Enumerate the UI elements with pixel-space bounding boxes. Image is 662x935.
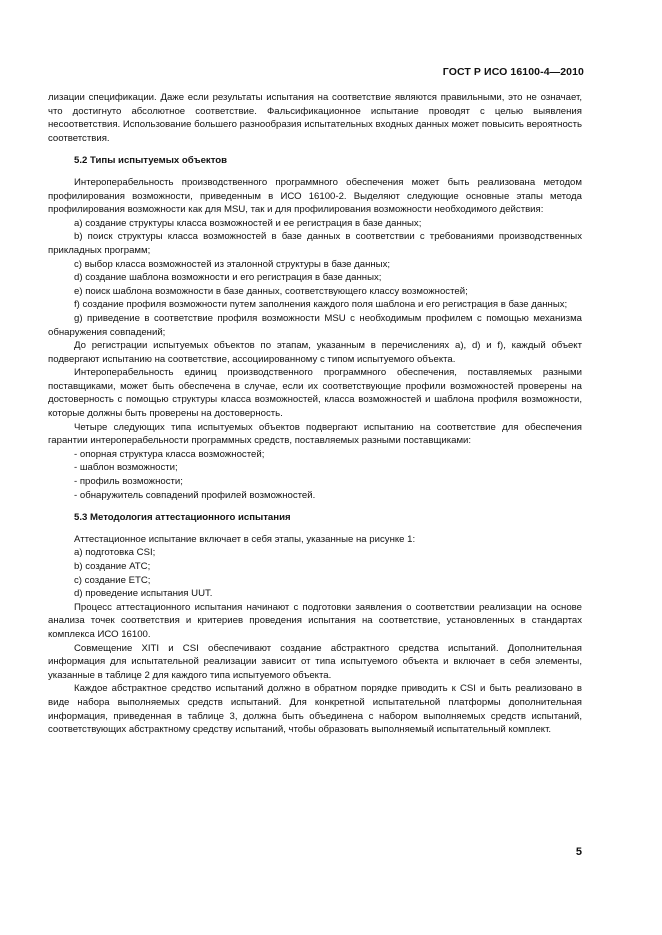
page-number: 5	[575, 846, 582, 858]
list-item: c) создание ETC;	[74, 574, 151, 586]
paragraph: Совмещение XITI и CSI обеспечивают создание абстрактного средства испытаний. Дополнительная информация для испытательной реализации зависит от типа испытуемого объекта и включает в себя элементы, указанные в таблице 2 для каждого типа испытуемого объекта.	[48, 642, 582, 681]
section-heading-5-2: 5.2 Типы испытуемых объектов	[74, 155, 228, 167]
paragraph: Процесс аттестационного испытания начинают с подготовки заявления о соответствии реализации на основе анализа точек соответствия и критериев проведения испытания на соответствие, установленных в стандартах комплекса ИСО 16100.	[48, 601, 582, 640]
list-item: b) поиск структуры класса возможностей в базе данных в соответствии с требованиями производственных прикладных программ;	[48, 231, 582, 256]
paragraph: Четыре следующих типа испытуемых объектов подвергают испытанию на соответствие для обеспечения гарантии интероперабельности программных средств, поставляемых разными поставщиками:	[48, 421, 582, 447]
list-item: - шаблон возможности;	[74, 462, 178, 474]
list-item: - обнаружитель совпадений профилей возможностей.	[74, 489, 316, 501]
list-item: c) выбор класса возможностей из эталонной структуры в базе данных;	[74, 258, 391, 270]
list-item: a) создание структуры класса возможностей и ее регистрация в базе данных;	[74, 217, 422, 229]
list-item: g) приведение в соответствие профиля возможности MSU с необходимым профилем с помощью механизма обнаружения совпадений;	[48, 312, 582, 338]
list-item: - профиль возможности;	[74, 476, 183, 488]
paragraph: Интероперабельность единиц производственного программного обеспечения, поставляемых разными поставщиками, может быть обеспечена в случае, если их соответствующие профили возможностей проверены на достоверность с помощью структуры класса возможностей, класса возможностей и шаблона профиля возможности, которые должны быть проверены на достоверность.	[48, 367, 582, 420]
paragraph: До регистрации испытуемых объектов по этапам, указанным в перечислениях a), d) и f), каждый объект подвергают испытанию на соответствие, ассоциированному с типом испытуемого объекта.	[48, 340, 582, 365]
list-item: d) проведение испытания UUT.	[74, 588, 213, 600]
list-item: e) поиск шаблона возможности в базе данных, соответствующего классу возможностей;	[74, 285, 468, 297]
paragraph: Интероперабельность производственного программного обеспечения может быть реализована методом профилирования возможности, приведенным в ИСО 16100-2. Выделяют следующие основные этапы метода профилирования возможности как для MSU, так и для профилирования возможности необходимого действия:	[48, 176, 582, 216]
list-item: - опорная структура класса возможностей;	[74, 448, 265, 460]
list-item: d) создание шаблона возможности и его регистрация в базе данных;	[74, 272, 382, 284]
paragraph: лизации спецификации. Даже если результаты испытания на соответствие являются правильными, это не означает, что достигнуто абсолютное соответствие. Фальсификационное испытание проводят с целью выявления несоответствия. Использование большего разнообразия испытательных входных данных может повысить вероятность соответствия.	[48, 92, 582, 144]
list-item: f) создание профиля возможности путем заполнения каждого поля шаблона и его регистрация в базе данных;	[74, 299, 568, 311]
section-heading-5-3: 5.3 Методология аттестационного испытания	[74, 512, 291, 524]
document-header: ГОСТ Р ИСО 16100-4—2010	[442, 66, 584, 78]
paragraph: Каждое абстрактное средство испытаний должно в обратном порядке приводить к CSI и быть реализовано в виде набора выполняемых средств испытаний. Для конкретной испытательной платформы дополнительная информация, приведенная в таблице 3, должна быть объединена с набором выполняемых средств испытаний, соответствующих абстрактному средству испытаний, чтобы образовать выполняемый испытательный комплект.	[48, 683, 582, 736]
page-body	[48, 91, 582, 737]
list-item: a) подготовка CSI;	[74, 547, 156, 559]
paragraph: Аттестационное испытание включает в себя этапы, указанные на рисунке 1:	[74, 533, 416, 545]
list-item: b) создание ATC;	[74, 561, 151, 572]
